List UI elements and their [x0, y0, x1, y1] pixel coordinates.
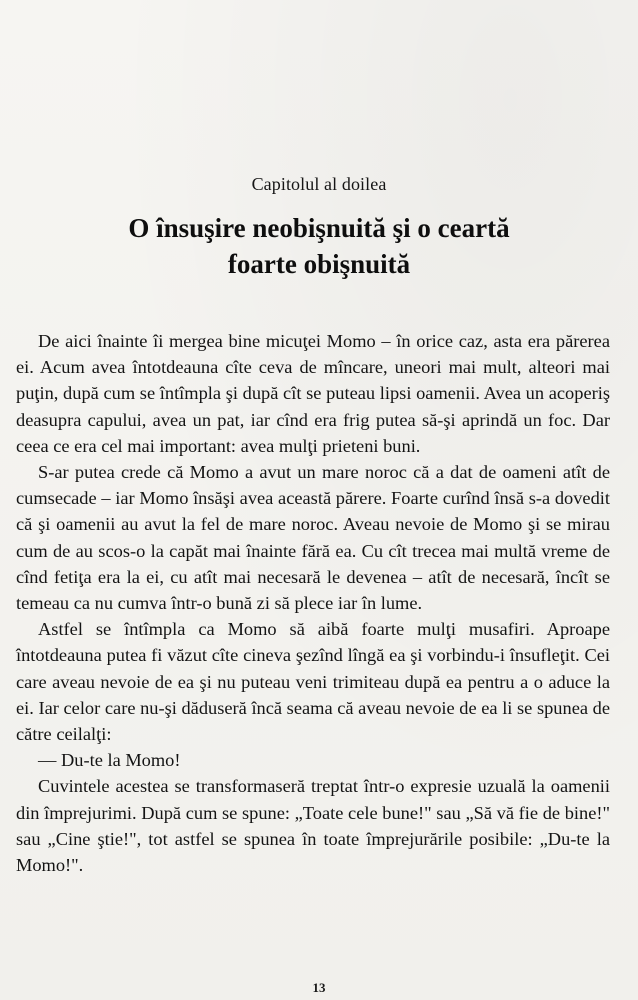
dialogue-line: — Du-te la Momo! — [38, 750, 181, 771]
paragraph-4: Cuvintele acestea se transformaseră treptat într-o expresie uzuală la oamenii din împrejurimi. După cum se spune: „Toate cele bune!" sau „Să vă fie de bine!" sau „Cine ştie!", tot astfel se spunea în toate împrejurările posibile: „Du-te la Momo!". — [16, 776, 610, 876]
chapter-title: O însuşire neobişnuită şi o ceartă foarte obişnuită — [128, 213, 510, 279]
paragraph-1: De aici înainte îi mergea bine micuţei Momo – în orice caz, asta era părerea ei. Acum avea întotdeauna cîte ceva de mîncare, uneori mai mult, alteori mai puţin, după cum se întîmpla şi după cît se puteau lipsi oamenii. Avea un acoperiş deasupra capului, avea un pat, iar cînd era frig putea să-şi aprindă un foc. Dar ceea ce era cel mai important: avea mulţi prieteni buni. — [16, 331, 610, 456]
chapter-body — [16, 328, 610, 878]
paragraph-2: S-ar putea crede că Momo a avut un mare noroc că a dat de oameni atît de cumsecade – iar Momo însăşi avea această părere. Foarte curînd însă s-a dovedit că şi oamenii au avut la fel de mare noroc. Aveau nevoie de Momo şi se mirau cum de au scos-o la capăt mai înainte fără ea. Cu cît trecea mai multă vreme de cînd fetiţa era la ei, cu atît mai necesară le devenea – atît de necesară, încît se temeau ca nu cumva într-o bună zi să plece iar în lume. — [16, 462, 610, 614]
paragraph-3: Astfel se întîmpla ca Momo să aibă foarte mulţi musafiri. Aproape întotdeauna putea fi văzut cîte cineva şezînd lîngă ea şi vorbindu-i însufleţit. Cei care aveau nevoie de ea şi nu puteau veni trimiteau după ea pentru a o aduce la ei. Iar celor care nu-şi dăduseră încă seama că aveau nevoie de ea li se spunea de către ceilalţi: — [16, 619, 610, 745]
page-number: 13 — [312, 980, 326, 995]
chapter-label: Capitolul al doilea — [251, 174, 387, 194]
